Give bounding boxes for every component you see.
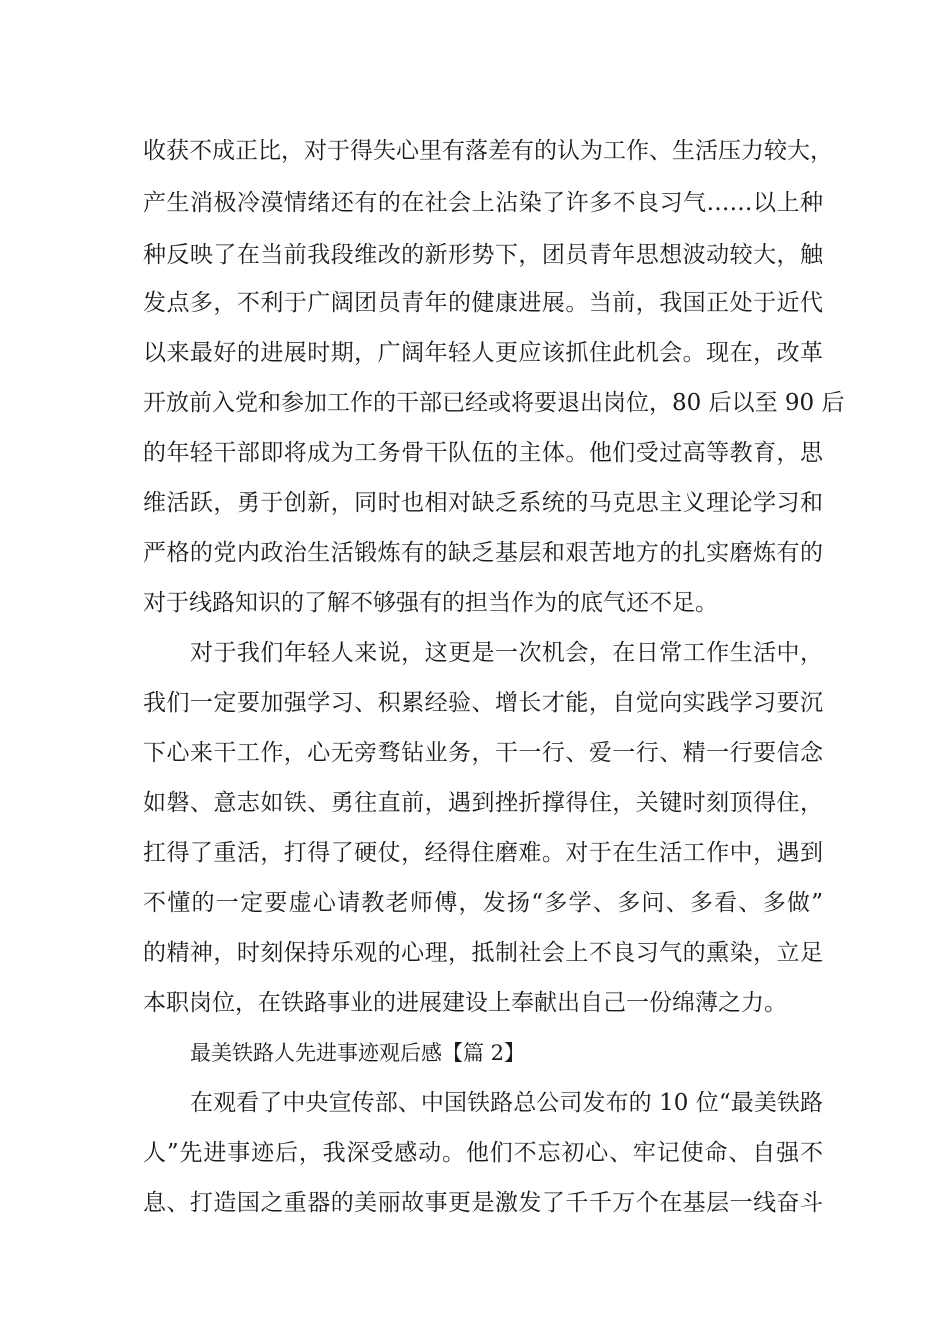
paragraph-line: 如磐、意志如铁、勇往直前，遇到挫折撑得住，关键时刻顶得住，	[143, 790, 823, 816]
paragraph-line: 对于线路知识的了解不够强有的担当作为的底气还不足。	[143, 590, 718, 616]
paragraph-line: 下心来干工作，心无旁骛钻业务，干一行、爱一行、精一行要信念	[143, 740, 823, 766]
section-heading: 最美铁路人先进事迹观后感【篇 2】	[190, 1041, 526, 1065]
paragraph-line: 的年轻干部即将成为工务骨干队伍的主体。他们受过高等教育，思	[143, 440, 823, 466]
paragraph-line: 严格的党内政治生活锻炼有的缺乏基层和艰苦地方的扎实磨炼有的	[143, 540, 823, 566]
paragraph-line: 本职岗位，在铁路事业的进展建设上奉献出自己一份绵薄之力。	[143, 990, 787, 1016]
paragraph-line: 维活跃，勇于创新，同时也相对缺乏系统的马克思主义理论学习和	[143, 490, 823, 516]
paragraph-line: 扛得了重活，打得了硬仗，经得住磨难。对于在生活工作中，遇到	[143, 840, 823, 866]
paragraph-line: 不懂的一定要虚心请教老师傅，发扬“多学、多问、多看、多做”	[143, 890, 823, 916]
paragraph-line: 种反映了在当前我段维改的新形势下，团员青年思想波动较大，触	[143, 242, 823, 268]
paragraph-line: 在观看了中央宣传部、中国铁路总公司发布的 10 位“最美铁路	[190, 1090, 823, 1116]
paragraph-line: 人”先进事迹后，我深受感动。他们不忘初心、牢记使命、自强不	[143, 1140, 823, 1166]
paragraph-line: 收获不成正比，对于得失心里有落差有的认为工作、生活压力较大，	[143, 138, 833, 164]
paragraph-line: 发点多，不利于广阔团员青年的健康进展。当前，我国正处于近代	[143, 290, 823, 316]
paragraph-line: 开放前入党和参加工作的干部已经或将要退出岗位，80 后以至 90 后	[143, 390, 845, 416]
paragraph-line: 产生消极冷漠情绪还有的在社会上沾染了许多不良习气……以上种	[143, 190, 823, 216]
paragraph-line: 息、打造国之重器的美丽故事更是激发了千千万个在基层一线奋斗	[143, 1190, 823, 1216]
paragraph-line: 我们一定要加强学习、积累经验、增长才能，自觉向实践学习要沉	[143, 690, 823, 716]
paragraph-line: 对于我们年轻人来说，这更是一次机会，在日常工作生活中，	[190, 640, 823, 666]
paragraph-line: 以来最好的进展时期，广阔年轻人更应该抓住此机会。现在，改革	[143, 340, 823, 366]
paragraph-line: 的精神，时刻保持乐观的心理，抵制社会上不良习气的熏染，立足	[143, 940, 823, 966]
